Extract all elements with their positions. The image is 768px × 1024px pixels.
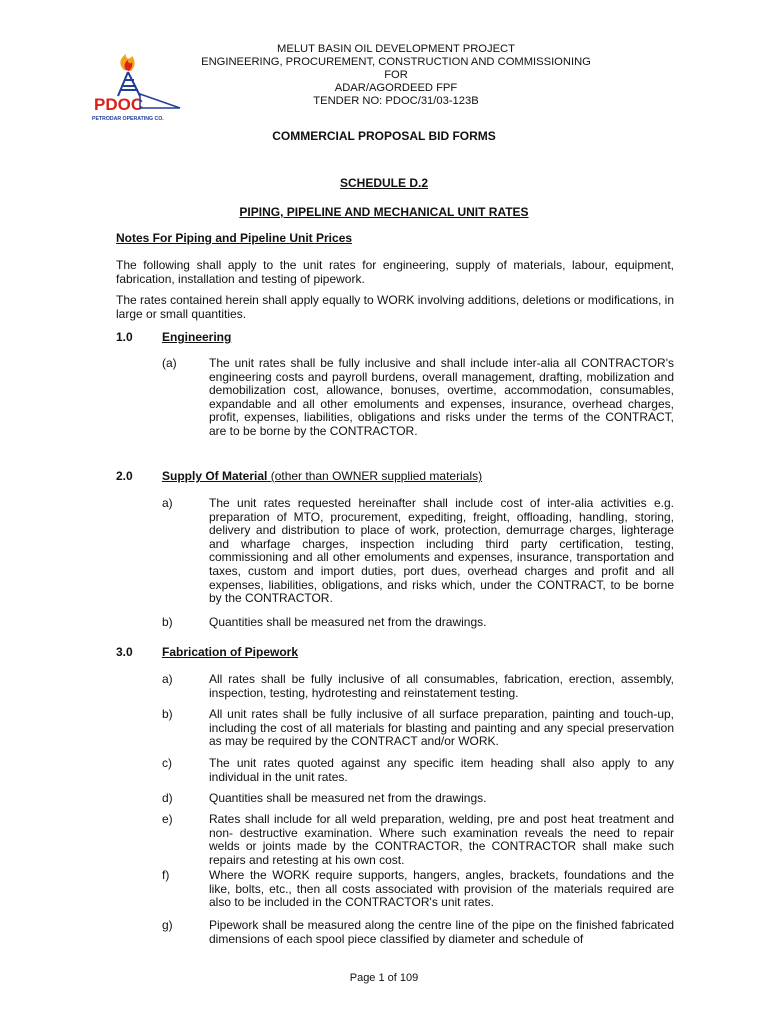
section-number: 1.0: [116, 330, 133, 344]
header-line: ADAR/AGORDEED FPF: [334, 82, 458, 94]
notes-paragraph-1: The following shall apply to the unit rates for engineering, supply of materials, labour, equipment, fabrication, installation and testing of pipework.: [116, 258, 674, 286]
pdoc-logo: [88, 50, 188, 122]
header-line: TENDER NO: PDOC/31/03-123B: [313, 95, 479, 107]
header-line: MELUT BASIN OIL DEVELOPMENT PROJECT: [277, 43, 515, 55]
notes-heading: Notes For Piping and Pipeline Unit Prices: [116, 231, 353, 245]
item-marker: a): [162, 496, 173, 510]
pdoc-logo-icon: [88, 50, 188, 122]
header-line: ENGINEERING, PROCUREMENT, CONSTRUCTION AND COMMISSIONING: [201, 56, 591, 68]
section-number: 3.0: [116, 645, 133, 659]
item-text: Rates shall include for all weld preparation, welding, pre and post heat treatment and non- destructive examination. Where such examination reveals the need to repair welds or joints made by the CONTRACTOR, the CONTRACTOR shall make such repairs and retesting at his own cost.: [209, 812, 674, 867]
header-line: FOR: [384, 69, 408, 81]
item-text: Quantities shall be measured net from the drawings.: [209, 615, 487, 629]
subject-title: PIPING, PIPELINE AND MECHANICAL UNIT RATES: [239, 205, 529, 219]
logo-tagline-text: PETRODAR OPERATING CO.: [92, 116, 164, 122]
section-title: Fabrication of Pipework: [162, 645, 299, 659]
item-marker: g): [162, 918, 173, 932]
section-number: 2.0: [116, 469, 133, 483]
notes-paragraph-2: The rates contained herein shall apply equally to WORK involving additions, deletions or modifications, in large or small quantities.: [116, 293, 674, 321]
main-title: COMMERCIAL PROPOSAL BID FORMS: [272, 129, 496, 143]
schedule-title: SCHEDULE D.2: [339, 176, 428, 190]
item-text: The unit rates quoted against any specific item heading shall also apply to any individual in the unit rates.: [209, 756, 674, 784]
item-text: All unit rates shall be fully inclusive of all surface preparation, painting and touch-up, including the cost of all materials for blasting and painting and any special preservation as may be required by the CONTRACT and/or WORK.: [209, 707, 674, 749]
item-marker: b): [162, 707, 173, 721]
logo-company-text: PDOC: [94, 95, 144, 114]
item-text: Pipework shall be measured along the centre line of the pipe on the finished fabricated dimensions of each spool piece classified by diameter and schedule of: [209, 918, 674, 946]
item-marker: e): [162, 812, 173, 826]
item-marker: f): [162, 868, 170, 882]
section-title: Supply Of Material: [162, 469, 268, 483]
item-text: The unit rates requested hereinafter shall include cost of inter-alia activities e.g. preparation of MTO, procurement, expediting, freight, offloading, handling, storing, delivery and distribution to place of work, protection, demurrage charges, lighterage and wharfage charges, inspection including third party certification, testing, commissioning and all other emoluments and expenses, insurance, transportation and taxes, custom and import duties, port dues, overhead charges and profit and all expenses, liabilities, obligations, and risks which, under the CONTRACT, to be borne by the CONTRACTOR.: [209, 496, 674, 606]
section-title: Engineering: [162, 330, 232, 344]
item-marker: a): [162, 672, 173, 686]
page-number: Page 1 of 109: [349, 972, 419, 984]
item-marker: c): [162, 756, 172, 770]
item-text: Where the WORK require supports, hangers, angles, brackets, foundations and the like, bolts, etc., then all costs associated with provision of the materials required are also to be included in the CONTRACTOR's unit rates.: [209, 868, 674, 910]
document-header: [190, 43, 602, 108]
item-marker: (a): [162, 356, 177, 370]
item-marker: d): [162, 791, 173, 805]
section-title-suffix: (other than OWNER supplied materials): [267, 469, 483, 483]
item-text: All rates shall be fully inclusive of all consumables, fabrication, erection, assembly, inspection, testing, hydrotesting and reinstatement testing.: [209, 672, 674, 700]
item-text: Quantities shall be measured net from the drawings.: [209, 791, 487, 805]
item-marker: b): [162, 615, 173, 629]
item-text: The unit rates shall be fully inclusive and shall include inter-alia all CONTRACTOR's engineering costs and payroll burdens, overall management, drafting, mobilization and demobilization cost, allowance, bonuses, overtime, accommodation, consumables, expandable and all other emoluments and expenses, insurance, overhead charges, profit, expenses, liabilities, obligations and risks under the terms of the CONTRACT, are to be borne by the CONTRACTOR.: [209, 356, 674, 438]
